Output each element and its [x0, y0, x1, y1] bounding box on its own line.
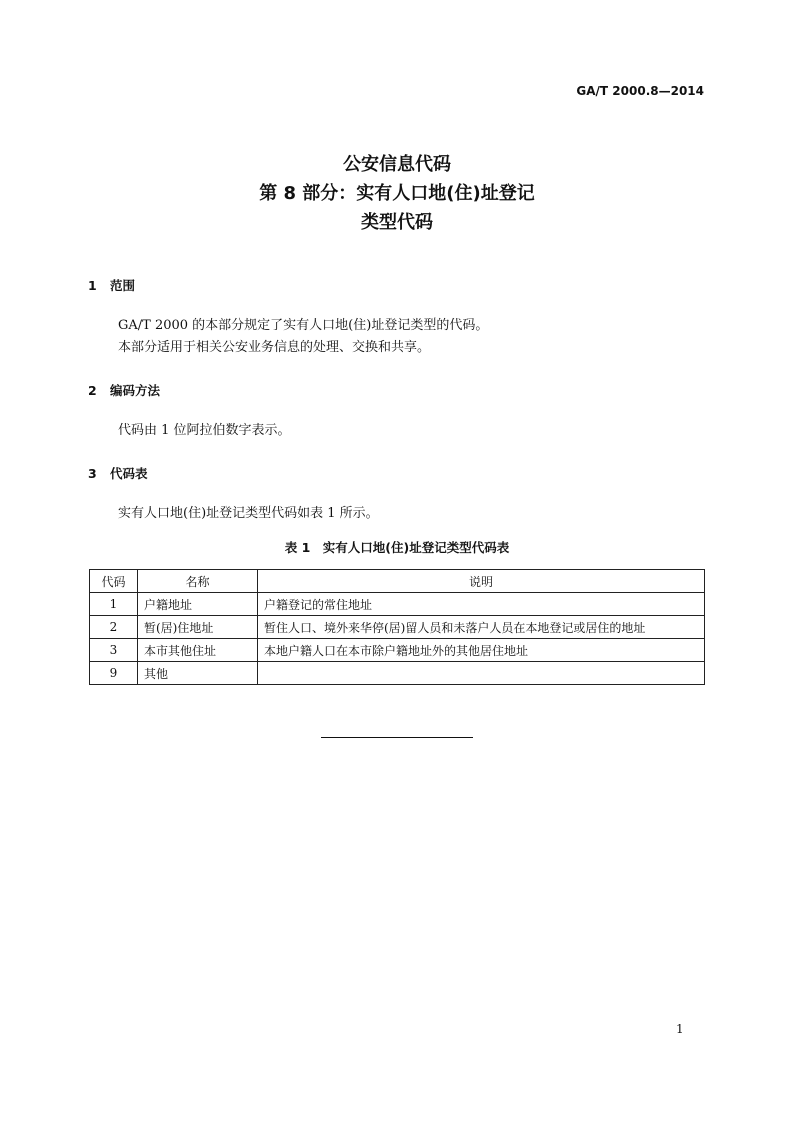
cell-code: 9 — [90, 662, 138, 685]
header-description: 说明 — [258, 570, 705, 593]
cell-code: 3 — [90, 639, 138, 662]
section-number: 3 — [88, 466, 97, 481]
section-3-heading — [88, 464, 148, 482]
table-row — [90, 639, 705, 662]
cell-name: 本市其他住址 — [138, 639, 258, 662]
end-rule-divider — [321, 737, 473, 738]
cell-code: 1 — [90, 593, 138, 616]
header-code: 代码 — [90, 570, 138, 593]
cell-description — [258, 662, 705, 685]
section-title: 代码表 — [110, 466, 148, 481]
table-row — [90, 593, 705, 616]
cell-name: 暂(居)住地址 — [138, 616, 258, 639]
table-row — [90, 616, 705, 639]
title-line-2: 第 8 部分：实有人口地(住)址登记 — [259, 183, 535, 204]
paragraph: GA/T 2000 的本部分规定了实有人口地(住)址登记类型的代码。 — [118, 318, 489, 333]
section-1-heading — [88, 276, 135, 294]
section-title: 编码方法 — [110, 383, 161, 398]
cell-code: 2 — [90, 616, 138, 639]
table-header-row — [90, 570, 705, 593]
cell-description: 本地户籍人口在本市除户籍地址外的其他居住地址 — [258, 639, 705, 662]
header-name: 名称 — [138, 570, 258, 593]
section-title: 范围 — [110, 278, 136, 293]
standard-code: GA/T 2000.8—2014 — [576, 84, 704, 98]
cell-description: 户籍登记的常住地址 — [258, 593, 705, 616]
cell-name: 户籍地址 — [138, 593, 258, 616]
section-number: 1 — [88, 278, 97, 293]
document-title — [0, 150, 794, 237]
cell-name: 其他 — [138, 662, 258, 685]
section-2-body — [118, 420, 291, 442]
title-line-1: 公安信息代码 — [343, 154, 451, 175]
section-3-body — [118, 503, 379, 525]
section-2-heading — [88, 381, 160, 399]
paragraph: 代码由 1 位阿拉伯数字表示。 — [118, 423, 291, 438]
code-table — [89, 569, 705, 685]
table-caption: 表 1 实有人口地(住)址登记类型代码表 — [284, 540, 510, 555]
section-1-body — [118, 315, 488, 359]
page-number: 1 — [676, 1022, 684, 1036]
table-row — [90, 662, 705, 685]
cell-description: 暂住人口、境外来华停(居)留人员和未落户人员在本地登记或居住的地址 — [258, 616, 705, 639]
title-line-3: 类型代码 — [361, 212, 433, 233]
paragraph: 本部分适用于相关公安业务信息的处理、交换和共享。 — [118, 340, 431, 355]
paragraph: 实有人口地(住)址登记类型代码如表 1 所示。 — [118, 506, 379, 521]
section-number: 2 — [88, 383, 97, 398]
